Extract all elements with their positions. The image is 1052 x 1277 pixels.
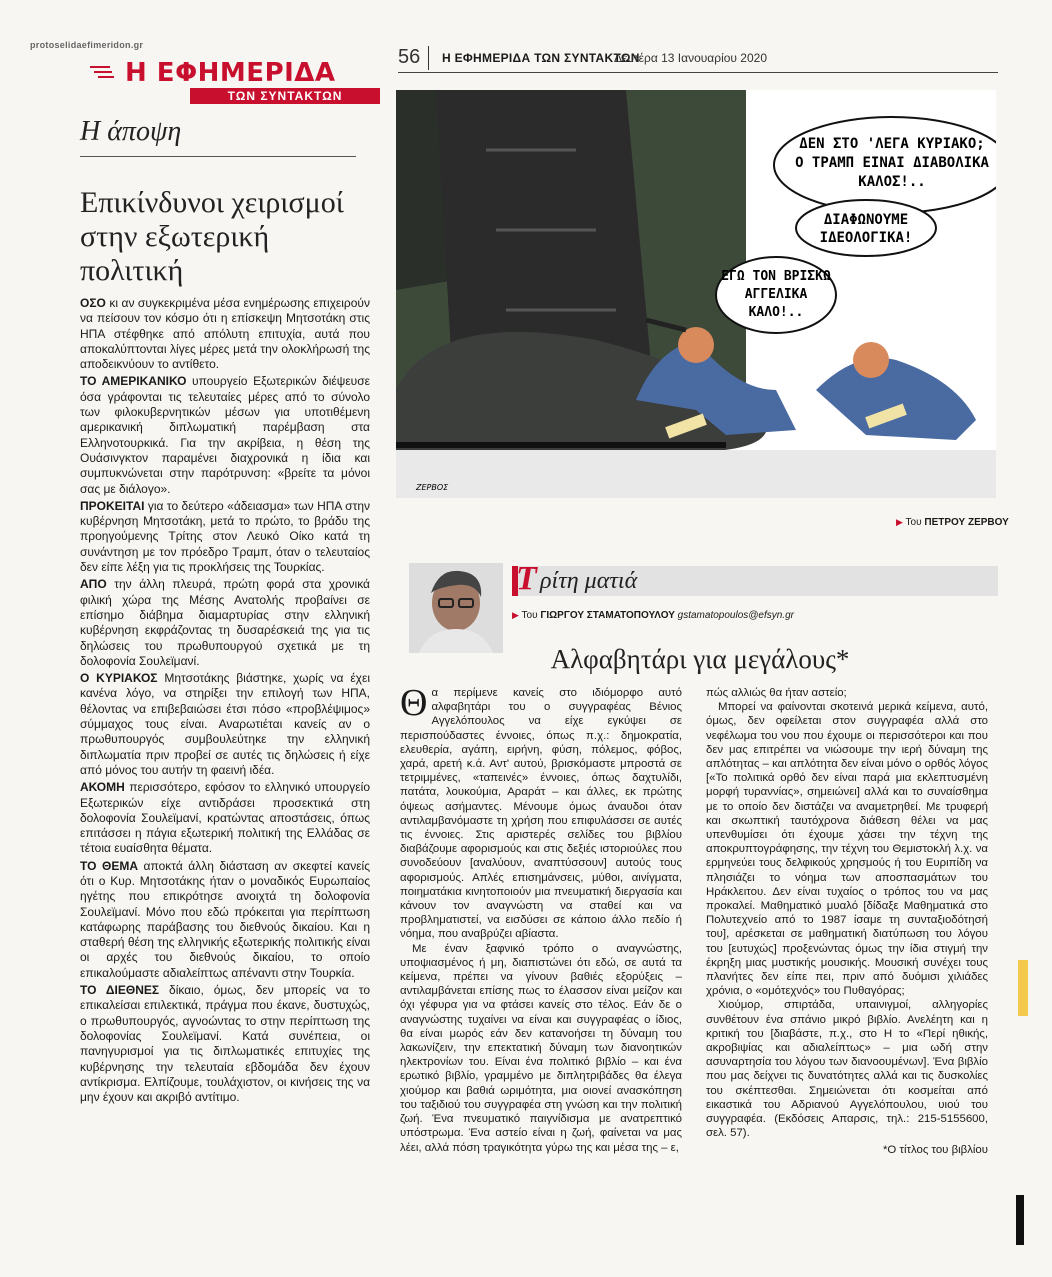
bubble2-line: ΔΙΑΦΩΝΟΥΜΕ <box>823 212 909 228</box>
editorial-headline: Επικίνδυνοι χειρισμοί στην εξωτερική πολιτική <box>80 186 344 287</box>
byline-email[interactable]: gstamatopoulos@efsyn.gr <box>677 610 794 621</box>
paragraph-text: α περίμενε κανείς στο ιδιόμορφο αυτό αλφαβητάρι του ο συγγραφέας Βένιος Αγγελόπουλος να είχε εγκύψει σε περισπούδαστες έννοιες, όπως π.χ.: δημοκρατία, ελευθερία, αγάπη, ειρήνη, φύση, πόλεμος, φόβος, χαρά, αρετή κ.ά. Αντ' αυτού, βρισκόμαστε μπροστά σε τετριμμένες, «ταπεινές» έννοιες, όπως δαχτυλίδι, πατάτα, λουκούμια, Αραράτ – και άλλες, εκ πρώτης όψεως ασήμαντες. Μένουμε όμως άναυδοι όταν αντιλαμβανόμαστε τη χρήση που επιφυλάσσει σε αυτές τις έννοιες. Στις αριστερές σελίδες του βιβλίου διαβάζουμε αφορισμούς και στις δεξιές ιστοριούλες που συνοδεύουν [αναλύουν, αναπτύσσουν] αυτούς τους αφορισμούς. Απλές επισημάνσεις, μύθοι, αινίγματα, ποιηματάκια κινητοποιούν μια πνευματική διεργασία και κάνουν τον αναγνώστη να σταθεί και να προβληματιστεί, να εισδύσει σε κάποιο άλλο πεδίο ή νόημα, που αναβρύζει αβίαστα. <box>400 687 682 941</box>
editorial-paragraph <box>80 296 370 372</box>
paragraph-lead: ΑΚΟΜΗ <box>80 780 125 795</box>
paragraph-text: περισσότερο, εφόσον το ελληνικό υπουργείο Εξωτερικών είχε αντιδράσει προσεκτικά στη δολοφονία Σουλεϊμανί, κρατώντας αποστάσεις, όπως επιτάσσει η πάγια εξωτερική πολιτική της Ελλάδας σε τέτοια ευαίσθητα θέματα. <box>80 780 370 856</box>
editorial-paragraph <box>80 577 370 669</box>
paragraph-lead: ΠΡΟΚΕΙΤΑΙ <box>80 498 145 513</box>
issue-date: Δευτέρα 13 Ιανουαρίου 2020 <box>614 51 767 65</box>
editorial-paragraph <box>80 499 370 575</box>
triangle-icon: ▶ <box>512 610 519 620</box>
paragraph-text: κι αν συγκεκριμένα μέσα ενημέρωσης επιχειρούν να πείσουν τον κόσμο ότι η επίσκεψη Μητσοτάκη στις ΗΠΑ στέφθηκε από απόλυτη επιτυχία, αυτά που αποκαλύπτονται λίγες μέρες μετά την ολοκλήρωσή της αποδεικνύουν το αντίθετο. <box>80 296 370 372</box>
editorial-body <box>80 296 370 1107</box>
paragraph-lead: ΑΠΟ <box>80 577 107 592</box>
bubble1-line: ΔΕΝ ΣΤΟ 'ΛΕΓΑ ΚΥΡΙΑΚΟ; <box>799 136 985 152</box>
bubble2-line: ΙΔΕΟΛΟΓΙΚΑ! <box>819 230 913 246</box>
editorial-paragraph <box>80 671 370 778</box>
paragraph-lead: ΟΣΟ <box>80 296 106 310</box>
column-tag <box>512 560 998 597</box>
editorial-paragraph <box>80 983 370 1105</box>
bubble3-line: ΕΓΩ ΤΟΝ ΒΡΙΣΚΩ <box>721 269 831 284</box>
column-byline <box>512 610 794 621</box>
byline-prefix: Του <box>521 610 541 621</box>
column-title: Αλφαβητάρι για μεγάλους* <box>550 644 850 674</box>
credit-name: ΠΕΤΡΟΥ ΖΕΡΒΟΥ <box>924 517 1009 528</box>
masthead-title: Η ΕΦΗΜΕΡΙΔΑ <box>125 58 336 88</box>
dropcap: Θ <box>400 682 428 724</box>
paragraph-lead: Ο ΚΥΡΙΑΚΟΣ <box>80 671 158 686</box>
paragraph-lead: ΤΟ ΔΙΕΘΝΕΣ <box>80 983 160 998</box>
divider <box>398 72 998 73</box>
margin-marker <box>1016 1195 1024 1245</box>
paragraph: Μπορεί να φαίνονται σκοτεινά μερικά κείμενα, αυτό, όμως, δεν οφείλεται στον συγγραφέα αλλά στο νεφέλωμα του νου που έχουμε οι περισσότεροι και που δεν μας επιτρέπει να νιώσουμε την ιερή δύναμη της απλότητας – και απλότητα δεν είναι μόνο ο ορθός λόγος [«Το πολιτικά ορθό δεν είναι παρά μια εκλεπτυσμένη μορφή τυραννίας», σημειώνει] αλλά και το συναίσθημα με το οποίο δεν διστάζει να αναμετρηθεί. Με τρυφερή και σκωπτική ταυτόχρονα διάθεση θέλει να μας υπενθυμίσει ότι έχουμε χάσει την τέχνη της αποκρυπτογράφησης, την τέχνη του Θεμιστοκλή λ.χ. να ερμηνεύει τους δελφικούς χρησμούς ή του Ευριπίδη να πλησιάζει το νόημα των αποσπασμάτων του Ηράκλειτου. Δεν είναι τυχαίος ο τρόπος του να μας προκαλεί. Μαθηματικό μυαλό [δίδαξε Μαθηματικά στο Πολυτεχνείο από το 1987 ίσαμε τη συνταξιοδότησή του], αρέσκεται σε μαθηματική διατύπωση του λόγου του [ευτυχώς] προξενώντας όμως την ίδια στιγμή την έκρηξη μιας μυστικής μουσικής. Μουσική συνέχει τους πλανήτες δεν είπε πει, πριν από δυόμισι χιλιάδες χρόνια, ο «ομότεχνός» του Πυθαγόρας; <box>706 701 988 998</box>
cartoon-signature: ΖΕΡΒΟΣ <box>416 483 449 492</box>
paragraph: Με έναν ξαφνικό τρόπο ο αναγνώστης, υποψιασμένος ή μη, διαπιστώνει ότι εδώ, σε αυτά τα κείμενα, πρέπει να γίνουν βαθιές εξορύξεις – αντιλαμβάνεται επίσης πως το έλασσον είναι μείζον και όχι γέφυρα για να φτάσει κανείς στο τέλος. Εάν δε ο αναγνώστης τυχαίνει να είναι και συγγραφέας ο ίδιος, θα είναι μωρός εάν δεν κατανοήσει τη δύναμη του λακωνίζειν, την επεκτατική δύναμη των διανοητικών ηλεκτρονίων του. Είναι ένα πολιτικό βιβλίο – και ένα ερωτικό βιβλίο, γραμμένο με διπλητριβάδες θα έλεγα χιούμορ και βαθιά ωριμότητα, μια οιονεί ανασκόπηση του ταξιδιού του συγγραφέα στη γνώση και την πολιτική ζωή. Ένα πνευματικό παιγνίδισμα με ανατρεπτικό υπόστρωμα. Ένα αστείο είναι η ζωή, φαίνεται να μας λέει, αλλά πόση τραγικότητα γύρω της και μέσα της – ε, <box>400 942 682 1154</box>
divider <box>428 46 429 70</box>
column-tag-initial: Τ <box>516 560 537 597</box>
bubble1-line: Ο ΤΡΑΜΠ ΕΙΝΑΙ ΔΙΑΒΟΛΙΚΑ <box>795 155 989 171</box>
paragraph-lead: ΤΟ ΑΜΕΡΙΚΑΝΙΚΟ <box>80 374 187 389</box>
divider <box>80 156 356 157</box>
page-number: 56 <box>398 46 421 68</box>
triangle-icon: ▶ <box>896 517 903 527</box>
speed-arrow-icon <box>90 64 120 80</box>
footnote: *Ο τίτλος του βιβλίου <box>883 1143 988 1156</box>
cartoon-credit <box>896 517 1009 528</box>
paragraph-lead: ΤΟ ΘΕΜΑ <box>80 858 138 873</box>
columnist-photo <box>409 563 503 653</box>
paragraph <box>400 682 682 942</box>
watermark: protoselidaefimeridon.gr <box>30 40 144 50</box>
paragraph: πώς αλλιώς θα ήταν αστείο; <box>706 687 847 699</box>
section-label: Η άποψη <box>80 116 182 147</box>
editorial-paragraph <box>80 859 370 981</box>
paragraph-text: Μητσοτάκης βιάστηκε, χωρίς να έχει κανένα λόγο, να στηρίξει την επιλογή των ΗΠΑ, θέλοντας να επιβεβαιώσει έτσι πόσο «προβλέψιμος» σύμμαχος τους είναι. Αναρωτιέται κανείς αν ο πρωθυπουργός συμβουλεύτηκε την ελληνική διπλωματία πριν προβεί σε αυτές τις δηλώσεις ή είχε από μόνος του αυτήν τη φαεινή ιδέα. <box>80 671 370 777</box>
paragraph-text: δίκαιο, όμως, δεν μπορείς να το επικαλείσαι επιλεκτικά, πράγμα που έκανε, δυστυχώς, ο πρωθυπουργός, αγνοώντας το στην περίπτωση της δολοφονίας Σουλεϊμανί. Κατά συνέπεια, οι πανηγυρισμοί για τις διπλωματικές επιτυχίες της κυβέρνησης την τελευταία εβδομάδα δεν έχουν αντίκρισμα. Ελπίζουμε, τουλάχιστον, οι κινήσεις της να μην έχουν και ακριβό αντίτιμο. <box>80 983 370 1105</box>
byline-name: ΓΙΩΡΓΟΥ ΣΤΑΜΑΤΟΠΟΥΛΟΥ <box>540 610 675 621</box>
paragraph-text: υπουργείο Εξωτερικών διέψευσε όσα γράφονται τις τελευταίες μέρες από το σύνολο των φιλοκυβερνητικών μέσων για υποτιθέμενη αμερικανική διπλωματική παρέμβαση στα Ελληνοτουρκικά. Για την ακρίβεια, η θέση της Ουάσινγκτον παραμένει διαχρονικά η ίδια και συμπυκνώνεται στην παρότρυνση: «βρείτε τα μόνοι σας με διάλογο». <box>80 374 370 496</box>
paragraph-text: για το δεύτερο «άδειασμα» των ΗΠΑ στην κυβέρνηση Μητσοτάκη, μετά το πρώτο, το βράδυ της προηγούμενης Τρίτης στον Λευκό Οίκο κατά τη συνάντηση με τον πρόεδρο Τραμπ, όταν ο τελευταίος δεν είπε λέξη για τις προκλήσεις της Τουρκίας. <box>80 498 370 575</box>
bubble3-line: ΚΑΛΟ!.. <box>748 305 804 320</box>
masthead-subtitle: ΤΩΝ ΣΥΝΤΑΚΤΩΝ <box>190 88 380 104</box>
bubble3-line: ΑΓΓΕΛΙΚΑ <box>744 287 808 302</box>
credit-prefix: Του <box>905 517 925 528</box>
paragraph-text: αποκτά άλλη διάσταση αν σκεφτεί κανείς ότι ο Κυρ. Μητσοτάκης ήταν ο μοναδικός Ευρωπαίος ηγέτης που επικρότησε ανοιχτά τη δολοφονία Σουλεϊμανί. Μόνο που εδώ πρόκειται για περίπτωση κατάφωρης παράβασης του διεθνούς δικαίου. Και η σταθερή θέση της ελληνικής εξωτερικής πολιτικής είναι οι αρχές του διεθνούς δικαίου, το οποίο επικαλούμαστε αδιαλείπτως απέναντι στην Τουρκία. <box>80 858 371 980</box>
margin-marker <box>1018 960 1028 1016</box>
paragraph: Χιούμορ, σπιρτάδα, υπαινιγμοί, αλληγορίες συνθέτουν ένα σπάνιο μικρό βιβλίο. Ανελέητη και η κριτική του [διαβάστε, π.χ., στο Η το «Περί ηθικής, ακροβιψίας και αδιαλείπτως» – μια ωδή στην ασυναρτησία του λόγου των διανοουμένων]. Ένα βιβλίο που μας δείχνει τις δυνατότητες αλλά και τις δυσκολίες του σκέπτεσθαι. Σημειώνεται ότι κοσμείται από εικαστικά του Αδριανού Αγγελόπουλου, υιού του συγγραφέα. (Εκδόσεις Απαρσις, τηλ.: 215-5155600, σελ. 57). <box>706 999 988 1140</box>
political-cartoon <box>396 90 996 498</box>
paragraph-text: την άλλη πλευρά, πρώτη φορά στα χρονικά φιλική χώρα της Μέσης Ανατολής προβαίνει σε επίσημο διάβημα διαμαρτυρίας στην ελληνική κυβέρνηση εκφράζοντας τη δυσαρέσκειά της για τις δηλώσεις του πρωθυπουργού σχετικά με τη δολοφονία Σουλεϊμανί. <box>80 577 370 668</box>
running-head-title: Η ΕΦΗΜΕΡΙΔΑ ΤΩΝ ΣΥΝΤΑΚΤΩΝ <box>442 51 640 65</box>
column-body-right <box>706 686 988 1157</box>
column-tag-text: ρίτη ματιά <box>540 568 638 594</box>
editorial-paragraph <box>80 780 370 856</box>
masthead <box>90 58 343 106</box>
bubble1-line: ΚΑΛΟΣ!.. <box>858 174 926 190</box>
editorial-paragraph <box>80 374 370 496</box>
column-body-left <box>400 682 682 1155</box>
